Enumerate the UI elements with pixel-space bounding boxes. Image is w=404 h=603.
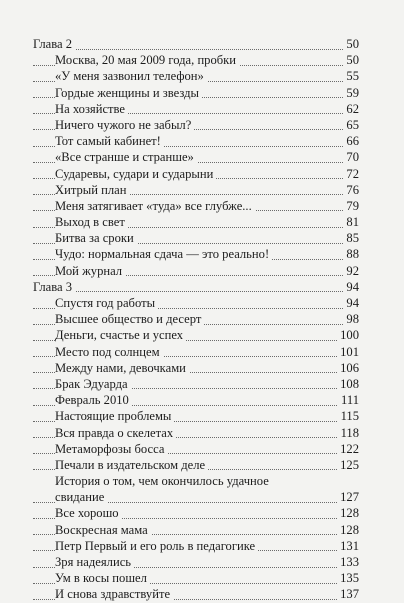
toc-entry-row [33,570,359,586]
page-number: 137 [337,586,359,602]
entry-title: На хозяйстве [55,101,128,117]
toc-entry-row [33,166,359,182]
toc-entry-row [33,505,359,521]
page-number: 128 [337,522,359,538]
page-number: 128 [337,505,359,521]
entry-title: Чудо: нормальная сдача — это реально! [55,246,272,262]
toc-entry-row [33,198,359,214]
toc-entry-row [33,68,359,84]
page-number: 94 [343,279,359,295]
toc-entry-row [33,344,359,360]
entry-title: Зря надеялись [55,554,134,570]
page-number: 127 [337,489,359,505]
toc-entry-row [33,538,359,554]
entry-title: Мой журнал [55,263,125,279]
page-number: 115 [338,408,359,424]
entry-title: Сударевы, судари и сударыни [55,166,216,182]
toc-entry-row [33,457,359,473]
toc-entry-row [33,246,359,262]
toc-entry-row [33,554,359,570]
toc-entry-row [33,376,359,392]
toc-entry-row [33,327,359,343]
page-number: 62 [343,101,359,117]
entry-title: Ничего чужого не забыл? [55,117,194,133]
page-number: 70 [343,149,359,165]
toc-entry-row [33,52,359,68]
page-number: 66 [343,133,359,149]
entry-title: Все хорошо [55,505,122,521]
page-number: 101 [337,344,359,360]
page-number: 92 [343,263,359,279]
page-number: 135 [337,570,359,586]
toc-leader-dots [33,291,359,292]
page-number: 72 [343,166,359,182]
toc-entry-row [33,586,359,602]
page-number: 55 [343,68,359,84]
toc-entry-row [33,522,359,538]
page-number: 122 [337,441,359,457]
page-number: 76 [343,182,359,198]
toc-entry-row [33,473,359,489]
entry-title: Настоящие проблемы [55,408,174,424]
entry-title: Февраль 2010 [55,392,132,408]
entry-title: Брак Эдуарда [55,376,131,392]
page-number: 111 [338,392,359,408]
page-number: 85 [343,230,359,246]
toc-entry-row [33,425,359,441]
toc-entry-row [33,214,359,230]
entry-title: Воскресная мама [55,522,151,538]
toc-entry-row [33,117,359,133]
toc-entry-row [33,133,359,149]
page-number: 81 [343,214,359,230]
entry-title: свидание [55,489,107,505]
toc-entry-row [33,311,359,327]
page-number: 59 [343,85,359,101]
entry-title: Москва, 20 мая 2009 года, пробки [55,52,239,68]
toc-entry-row [33,263,359,279]
entry-title: Тот самый кабинет! [55,133,164,149]
toc-chapter-row [33,279,359,295]
entry-title: Выход в свет [55,214,128,230]
entry-title: Между нами, девочками [55,360,189,376]
page-number: 94 [343,295,359,311]
entry-title: «Все странше и странше» [55,149,197,165]
toc-entry-row [33,295,359,311]
toc-entry-row [33,101,359,117]
page-number: 65 [343,117,359,133]
toc-chapter-row [33,36,359,52]
toc-entry-row [33,360,359,376]
toc-entry-row [33,230,359,246]
entry-title: Петр Первый и его роль в педагогике [55,538,258,554]
page-number: 50 [343,36,359,52]
entry-title: Печали в издательском деле [55,457,208,473]
entry-title: Битва за сроки [55,230,137,246]
entry-title: Спустя год работы [55,295,158,311]
toc-entry-row [33,441,359,457]
page-number: 133 [337,554,359,570]
toc-entry-row [33,408,359,424]
page-number: 106 [337,360,359,376]
table-of-contents [33,36,359,603]
page-number: 79 [343,198,359,214]
entry-title: Вся правда о скелетах [55,425,176,441]
entry-title: Меня затягивает «туда» все глубже... [55,198,255,214]
toc-entry-row [33,85,359,101]
chapter-title: Глава 3 [33,279,75,295]
page-number: 50 [343,52,359,68]
toc-entry-row [33,392,359,408]
entry-title: Место под солнцем [55,344,163,360]
page-number: 125 [337,457,359,473]
entry-title: «У меня зазвонил телефон» [55,68,207,84]
entry-title: История о том, чем окончилось удачное [55,473,272,489]
page-number: 118 [338,425,359,441]
page-number: 108 [337,376,359,392]
entry-title: И снова здравствуйте [55,586,173,602]
entry-title: Ум в косы пошел [55,570,150,586]
chapter-title: Глава 2 [33,36,75,52]
entry-title: Высшее общество и десерт [55,311,204,327]
toc-entry-row [33,489,359,505]
entry-title: Хитрый план [55,182,130,198]
page-number: 100 [337,327,359,343]
entry-title: Деньги, счастье и успех [55,327,186,343]
page-number: 88 [343,246,359,262]
toc-entry-row [33,149,359,165]
page-number: 98 [343,311,359,327]
page-number: 131 [337,538,359,554]
toc-entry-row [33,182,359,198]
entry-title: Метаморфозы босса [55,441,167,457]
entry-title: Гордые женщины и звезды [55,85,202,101]
toc-leader-dots [33,49,359,50]
